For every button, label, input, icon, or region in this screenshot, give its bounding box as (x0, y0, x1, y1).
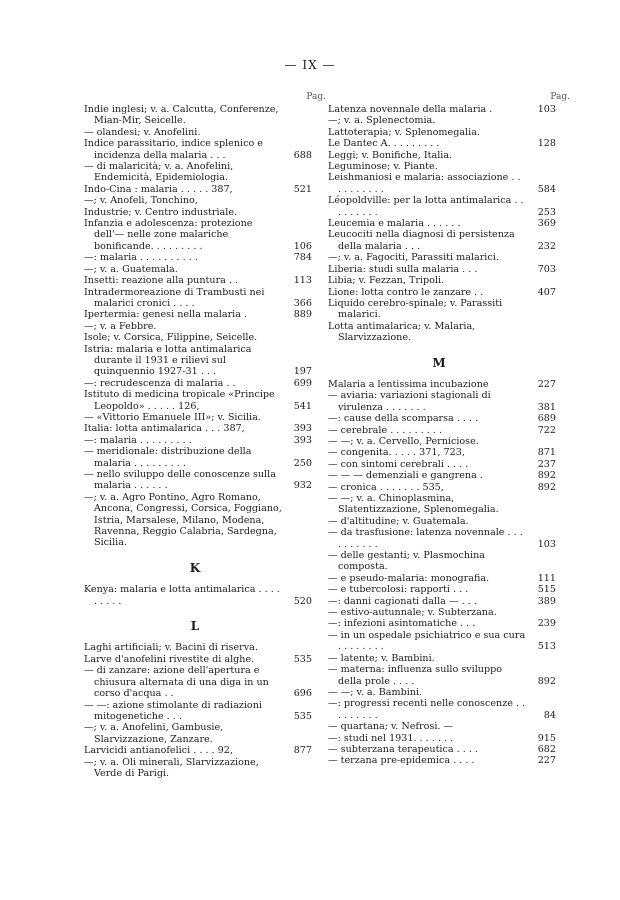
index-entry (84, 492, 306, 549)
index-entry-text: Léopoldville: per la lotta antimalarica . . . . . . . . . (328, 195, 524, 218)
section-letter-k: K (189, 560, 201, 575)
index-entry (84, 104, 306, 127)
index-entry-page: 932 (293, 480, 312, 492)
index-entry-page: 227 (537, 755, 556, 767)
index-entry (84, 195, 306, 206)
index-entry-text: —: recrudescenza di malaria . . (84, 377, 236, 389)
index-entry-text: — cronica . . . . . . . 535, (328, 481, 444, 493)
index-entry (84, 423, 312, 435)
index-entry-page: 915 (537, 732, 556, 744)
index-entry-text: —: cause della scomparsa . . . . (328, 413, 479, 425)
index-entry-text: — d'altitudine; v. Guatemala. (328, 515, 469, 527)
index-entry (84, 264, 306, 275)
index-entry-text: — da trasfusione: latenza novennale . . . . . . . . . . (328, 527, 523, 550)
index-entry-text: — nello sviluppo delle conoscenze sulla malaria . . . . . . (84, 469, 276, 492)
index-entry (84, 161, 306, 184)
index-entry (84, 389, 312, 412)
index-entry (328, 458, 556, 470)
index-entry (328, 687, 550, 698)
index-entry-text: Laghi artificiali; v. Bacini di riserva. (84, 642, 258, 654)
index-entry-page: 250 (293, 457, 312, 469)
index-entry (84, 286, 312, 310)
index-entry-page: 128 (537, 138, 556, 150)
index-entry-text: — di malaricità; v. a. Anofelini, Endemicità, Epidemiologia. (84, 161, 234, 184)
index-entry-text: Larvicidi antianofelici . . . . 92, (84, 745, 233, 757)
index-entry-text: Indie inglesi; v. a. Calcutta, Conferenze, Mian-Mir, Seicelle. (84, 104, 279, 127)
page-number-header: — IX — (284, 58, 336, 72)
index-entry-page: 237 (537, 458, 556, 470)
index-entry-text: Lattoterapia; v. Splenomegalia. (328, 126, 480, 138)
index-entry-page: 703 (537, 263, 556, 275)
index-column-left (84, 92, 326, 779)
index-entry (328, 572, 556, 584)
index-entry (328, 618, 556, 630)
index-entry-text: —; v. a. Fagociti, Parassiti malarici. (328, 252, 499, 264)
index-entry-text: — congenita. . . . . 371, 723, (328, 447, 465, 459)
index-entry (328, 150, 550, 161)
index-entry (84, 745, 312, 757)
index-entry-page: 535 (293, 710, 312, 722)
index-entry-page: 84 (543, 709, 556, 721)
index-entry-text: — —; v. a. Bambini. (328, 686, 423, 698)
index-entry-text: Lione: lotta contro le zanzare . . (328, 286, 484, 298)
index-entry-text: Leucemia e malaria . . . . . . (328, 218, 461, 230)
index-entry (328, 321, 550, 344)
index-entry (84, 665, 312, 700)
index-entry-page: 513 (537, 641, 556, 653)
index-entry-page: 407 (537, 286, 556, 298)
index-entry (328, 607, 550, 618)
index-entry-text: Industrie; v. Centro industriale. (84, 206, 238, 218)
index-entry-text: —; v. a. Agro Pontino, Agro Romano, Ancona, Congressi, Corsica, Foggiano, Istria, Marsalese, Milano, Modena, Ravenna, Reggio Calabria, Sardegna, Sicilia. (84, 491, 282, 549)
index-entry (84, 757, 306, 780)
index-entry (84, 138, 312, 161)
index-entry-page: 111 (537, 572, 556, 584)
index-entry (84, 722, 306, 745)
index-entry (328, 436, 550, 447)
index-entry (328, 595, 556, 607)
index-entry (84, 207, 306, 218)
index-entry (328, 195, 556, 218)
index-entry (328, 424, 556, 436)
index-entry-text: — aviaria: variazioni stagionali di virulenza . . . . . . . (328, 390, 491, 413)
index-entry (328, 481, 556, 493)
index-entry-page: 106 (293, 240, 312, 252)
index-column-right (328, 92, 570, 767)
index-entry-text: — olandesi; v. Anofelini. (84, 126, 201, 138)
index-entry-page: 520 (293, 595, 312, 607)
index-entry-text: —: studi nel 1931. . . . . . . (328, 732, 454, 744)
index-entry (328, 286, 556, 298)
index-entry-page: 892 (537, 470, 556, 482)
index-entry (84, 218, 312, 252)
index-entry-text: — e pseudo-malaria: monografia. (328, 572, 490, 584)
index-entry-text: Leucociti nella diagnosi di persistenza della malaria . . . (328, 229, 515, 252)
index-entry (84, 275, 312, 287)
index-entry (328, 493, 550, 516)
index-entry-text: Indo-Cina : malaria . . . . . 387, (84, 183, 233, 195)
index-entry-page: 696 (293, 688, 312, 700)
index-entry-page: 393 (293, 423, 312, 435)
index-entry-page: 253 (537, 206, 556, 218)
index-entry-text: — —; v. a. Chinoplasmina, Slatentizzazione, Splenomegalia. (328, 493, 499, 516)
index-entry (84, 377, 312, 389)
index-entry (328, 161, 550, 172)
index-entry-text: Infanzia e adolescenza: protezione dell'— nelle zone malariche bonificande. . . . . . . . . (84, 218, 253, 252)
index-entry-page: 535 (293, 653, 312, 665)
index-entry (84, 343, 312, 378)
index-entry (328, 390, 556, 413)
index-entry-text: —: malaria . . . . . . . . . (84, 434, 192, 446)
index-entry-page: 381 (537, 401, 556, 413)
index-entry-text: —; v. a. Oli minerali, Slarvizzazione, Verde di Parigi. (84, 756, 259, 779)
index-entry (84, 309, 312, 321)
index-entry-page: 689 (537, 413, 556, 425)
index-entry (328, 298, 550, 321)
index-entry (328, 584, 556, 596)
index-entry-text: Liberia: studi sulla malaria . . . (328, 263, 478, 275)
section-letter-l: L (190, 619, 200, 634)
index-entry-text: — in un ospedale psichiatrico e sua cura . . . . . . . . (328, 629, 526, 653)
index-entry-text: — materna: influenza sullo sviluppo della prole . . . . (328, 664, 503, 687)
index-entry-text: — —: azione stimolante di radiazioni mitogenetiche . . . (84, 699, 262, 722)
pag-column-label: Pag. (306, 92, 326, 102)
index-entry-page: 369 (537, 218, 556, 230)
index-entry (84, 183, 312, 195)
index-entry-text: —: malaria . . . . . . . . . . (84, 252, 198, 264)
index-entry-text: — estivo-autunnale; v. Subterzana. (328, 607, 497, 619)
index-entry-text: Ipertermia: genesi nella malaria . (84, 309, 248, 321)
index-entry (328, 527, 556, 550)
index-entry-text: — terzana pre-epidemica . . . . (328, 755, 475, 767)
index-entry (84, 653, 312, 665)
index-entry (328, 721, 550, 732)
index-entry (84, 434, 312, 446)
index-entry (328, 698, 556, 721)
index-entry-page: 232 (537, 240, 556, 252)
index-entry-text: Libia; v. Fezzan, Tripoli. (328, 275, 445, 287)
index-entry-text: — subterzana terapeutica . . . . (328, 743, 478, 755)
index-entry (328, 104, 556, 115)
index-entry (84, 252, 312, 264)
index-entry (328, 172, 556, 195)
index-entry-page: 541 (293, 400, 312, 412)
index-entry-text: — con sintomi cerebrali . . . . (328, 458, 469, 470)
index-entry-page: 239 (537, 618, 556, 630)
index-entry-text: —; v. a. Guatemala. (84, 263, 178, 275)
index-entry (328, 127, 550, 138)
index-entry (84, 446, 312, 469)
index-entry (328, 218, 556, 230)
index-entry-text: — meridionale: distribuzione della malaria . . . . . . . . . (84, 446, 252, 469)
index-entry-page: 871 (537, 447, 556, 459)
index-entry (328, 252, 550, 263)
index-entry-text: —; v. a. Splenectomia. (328, 115, 436, 127)
index-entry-page: 892 (537, 675, 556, 687)
index-entry (328, 629, 556, 653)
index-entry-page: 197 (293, 366, 312, 378)
index-entry-text: Leishmaniosi e malaria: associazione . . . . . . . . . . (328, 172, 521, 195)
index-entry-text: — di zanzare: azione dell'apertura e chiusura alternata di una diga in un corso d'acqua . . (84, 665, 269, 700)
index-entry-text: Leggi; v. Bonifiche, Italia. (328, 149, 453, 161)
index-entry (84, 699, 312, 723)
index-entry-text: — — — demenziali e gangrena . (328, 470, 483, 482)
index-entry-page: 515 (537, 584, 556, 596)
index-entry-text: Liquido cerebro-spinale; v. Parassiti malarici. (328, 297, 503, 321)
index-entry-page: 103 (537, 538, 556, 550)
index-entry-text: Malaria a lentissima incubazione (328, 378, 489, 390)
index-entry-page: 722 (537, 424, 556, 436)
index-entry-text: Intradermoreazione di Trambusti nei malarici cronici . . . . (84, 286, 265, 309)
index-entry-page: 892 (537, 481, 556, 493)
index-entry (328, 516, 550, 527)
index-entry-text: — «Vittorio Emanuele III»; v. Sicilia. (84, 411, 261, 423)
index-entry (328, 378, 556, 390)
section-letter-m: M (432, 355, 446, 370)
index-entry (328, 263, 556, 275)
index-entry-text: Leguminose; v. Piante. (328, 161, 438, 173)
index-entry-page: 889 (293, 309, 312, 321)
index-entry (328, 413, 556, 425)
index-entry (84, 584, 312, 607)
index-entry-text: — quartana; v. Nefrosi. — (328, 721, 454, 733)
index-entry-text: — delle gestanti; v. Plasmochina composta. (328, 550, 485, 573)
index-entry (84, 469, 312, 492)
index-entry-text: — e tubercolosi: rapporti . . . (328, 584, 469, 596)
index-entry-text: —: infezioni asintomatiche . . . (328, 618, 476, 630)
index-entry-text: —: danni cagionati dalla — . . . (328, 595, 477, 607)
index-entry-text: —; v. Anofeli, Tonchino, (84, 195, 198, 207)
index-entry (84, 642, 306, 653)
index-entry-page: 688 (293, 149, 312, 161)
index-entry-text: Le Dantec A. . . . . . . . . (328, 138, 440, 150)
index-entry-text: —; v. a. Anofelini, Gambusie, Slarvizzazione, Zanzare. (84, 722, 224, 745)
index-entry (328, 732, 556, 744)
index-entry (328, 138, 556, 150)
index-entry (328, 229, 556, 252)
index-entry-text: Insetti: reazione alla puntura . . (84, 275, 239, 287)
index-entry-page: 393 (293, 434, 312, 446)
index-entry-text: —; v. a Febbre. (84, 320, 157, 332)
index-entry-text: Isole; v. Corsica, Filippine, Seicelle. (84, 332, 258, 344)
index-entry-text: — cerebrale . . . . . . . . . (328, 424, 443, 436)
index-entry-text: Italia: lotta antimalarica . . . 387, (84, 423, 245, 435)
index-entry (328, 275, 550, 286)
index-entry (328, 447, 556, 459)
index-entry-text: Istria: malaria e lotta antimalarica durante il 1931 e rilievi sul quinquennio 1927-31 . . . (84, 343, 252, 378)
index-entry-text: — —; v. a. Cervello, Perniciose. (328, 435, 479, 447)
index-entry (328, 664, 556, 687)
index-entry-page: 389 (537, 595, 556, 607)
index-entry-text: —: progressi recenti nelle conoscenze . . . . . . . . . (328, 698, 526, 721)
index-entry (328, 115, 550, 126)
index-entry (328, 743, 556, 755)
index-entry (84, 127, 306, 138)
index-entry-page: 699 (293, 377, 312, 389)
index-entry-page: 366 (293, 297, 312, 309)
index-entry-text: Latenza novennale della malaria . (328, 104, 493, 115)
index-entry-text: Lotta antimalarica; v. Malaria, Slarvizzazione. (328, 320, 476, 344)
index-entry (84, 332, 306, 343)
index-entry-text: Indice parassitario, indice splenico e incidenza della malaria . . . (84, 138, 263, 161)
index-entry-page: 113 (293, 275, 312, 287)
index-entry-text: Istituto di medicina tropicale «Principe Leopoldo» . . . . . 126, (84, 389, 275, 412)
index-entry (328, 470, 556, 482)
index-entry-page: 227 (537, 378, 556, 390)
index-entry-page: 682 (537, 743, 556, 755)
index-entry (328, 550, 550, 573)
index-entry (84, 412, 306, 423)
index-entry (328, 755, 556, 767)
index-entry-text: Larve d'anofelini rivestite di alghe. (84, 653, 255, 665)
index-entry-page: 521 (293, 183, 312, 195)
index-entry-text: Kenya: malaria e lotta antimalarica . . . . . . . . . (84, 584, 280, 607)
index-entry (328, 653, 550, 664)
index-entry-page: 784 (293, 252, 312, 264)
index-entry-text: — latente; v. Bambini. (328, 652, 435, 664)
index-entry-page: 584 (537, 183, 556, 195)
index-entry-page: 877 (293, 745, 312, 757)
pag-column-label: Pag. (550, 92, 570, 102)
index-entry-page: 103 (537, 104, 556, 115)
index-entry (84, 321, 306, 332)
